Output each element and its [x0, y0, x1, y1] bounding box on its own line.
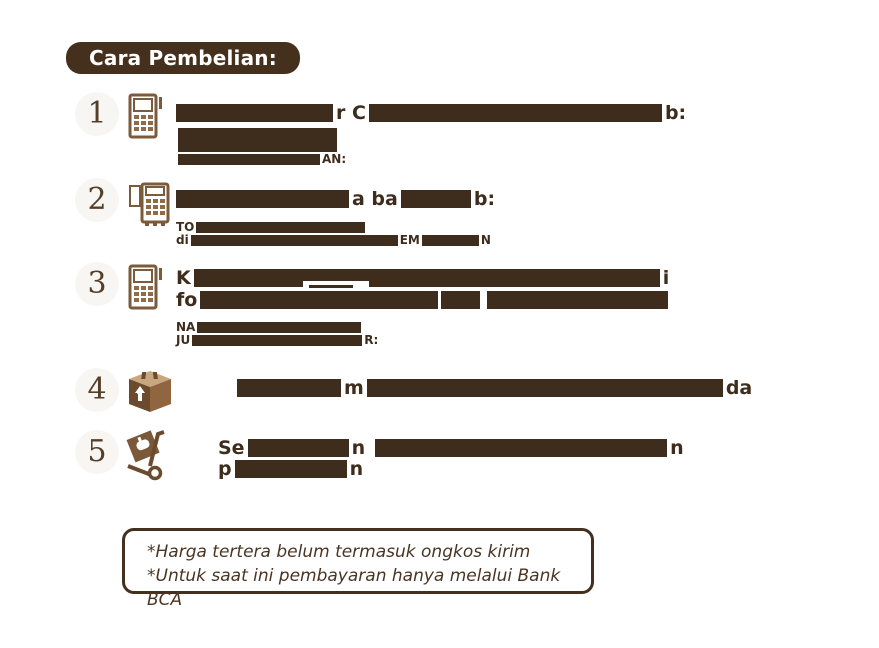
redacted-text: [235, 460, 347, 478]
step-4-heading: [237, 377, 752, 399]
footer-notes-box: [122, 528, 594, 610]
step-3-heading-line2: [176, 289, 668, 311]
redacted-text: [441, 291, 480, 309]
redacted-text: [194, 269, 660, 287]
step-2-number: [75, 178, 119, 222]
note-line-1: *Harga tertera belum termasuk ongkos kirim: [147, 542, 531, 562]
redacted-block: [178, 128, 337, 152]
heading-fragment: da: [725, 377, 753, 399]
step-number-label: 3: [87, 266, 107, 301]
mobile-phone-icon: [128, 264, 168, 310]
redaction-gap-dash: [303, 281, 369, 291]
redacted-text: [191, 235, 398, 246]
heading-fragment: p: [218, 458, 232, 480]
step-1-subnote: [178, 153, 346, 166]
step-3-heading-line1: [176, 267, 669, 289]
redacted-text: [237, 379, 341, 397]
subnote-fragment: R:: [364, 333, 379, 347]
redacted-text: [422, 235, 479, 246]
heading-fragment: n: [670, 437, 684, 459]
step-5-heading-line1: [218, 437, 684, 459]
redacted-text: [176, 104, 333, 122]
heading-fragment: a ba: [352, 188, 398, 210]
heading-fragment: b:: [664, 102, 687, 124]
subnote-fragment: AN:: [322, 152, 347, 166]
heading-fragment: K: [176, 267, 191, 289]
heading-fragment: n: [351, 437, 366, 459]
subnote-fragment: N: [480, 233, 491, 247]
heading-fragment: fo: [176, 289, 198, 311]
mobile-phone-reply-icon: [128, 182, 174, 226]
step-4-number: [75, 368, 119, 412]
redacted-text: [401, 190, 471, 208]
mobile-phone-icon: [128, 93, 168, 139]
step-number-label: 5: [87, 434, 107, 469]
step-3-subnote-1: [176, 321, 361, 334]
step-2-heading: [176, 188, 495, 210]
step-3-number: [75, 262, 119, 306]
redacted-text: [375, 439, 667, 457]
heading-fragment: b:: [473, 188, 496, 210]
redacted-text: [367, 379, 723, 397]
step-1-heading: [176, 102, 686, 124]
redacted-text: [176, 190, 349, 208]
redacted-text: [248, 439, 349, 457]
subnote-fragment: EM: [399, 233, 420, 247]
subnote-fragment: di: [176, 233, 189, 247]
step-1-number: [75, 92, 119, 136]
subnote-fragment: TO: [176, 220, 195, 234]
heading-fragment: Se: [218, 437, 245, 459]
step-2-subnote-2: [176, 234, 491, 247]
heading-fragment: n: [349, 458, 364, 480]
redacted-text: [197, 322, 361, 333]
redacted-text: [178, 154, 320, 165]
step-number-label: 2: [87, 182, 107, 217]
step-5-number: [75, 430, 119, 474]
page-title: Cara Pembelian:: [66, 42, 300, 74]
redacted-text: [200, 291, 438, 309]
step-5-heading-line2: [218, 458, 363, 480]
heading-fragment: r C: [336, 102, 366, 124]
heading-fragment: i: [662, 267, 670, 289]
heading-fragment: m: [344, 377, 364, 399]
package-box-icon: [126, 366, 174, 412]
redacted-text: [487, 291, 668, 309]
redacted-text: [369, 104, 662, 122]
step-number-label: 4: [87, 372, 107, 407]
subnote-fragment: JU: [176, 333, 191, 347]
step-2-subnote-1: [176, 221, 365, 234]
delivery-trolley-icon: [120, 426, 178, 482]
redacted-text: [196, 222, 365, 233]
step-number-label: 1: [87, 96, 107, 131]
note-line-2: *Untuk saat ini pembayaran hanya melalui Bank BCA: [147, 566, 561, 610]
step-3-subnote-2: [176, 334, 378, 347]
redacted-text: [192, 335, 362, 346]
subnote-fragment: NA: [176, 320, 196, 334]
